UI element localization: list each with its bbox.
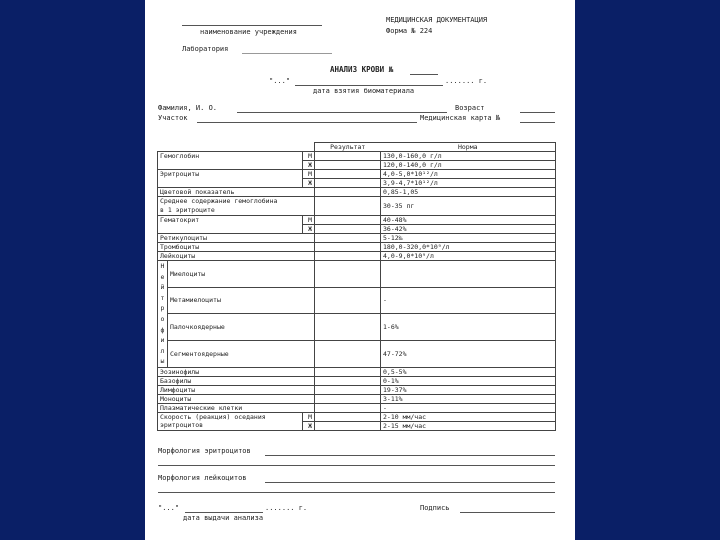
issue-date-open: "..."	[158, 504, 180, 512]
lab-line	[242, 53, 332, 54]
erythrocyte-morphology-line[interactable]	[265, 455, 555, 456]
result-cell[interactable]	[315, 234, 381, 243]
district-line[interactable]	[197, 122, 417, 123]
analysis-title: АНАЛИЗ КРОВИ №	[330, 65, 394, 74]
row-name: эритроцитов	[158, 421, 303, 430]
row-name: Плазматические клетки	[158, 403, 315, 412]
norm-value: 47-72%	[381, 341, 556, 368]
table-row	[158, 394, 556, 403]
norm-value: 1-6%	[381, 314, 556, 341]
result-cell[interactable]	[315, 367, 381, 376]
table-row	[158, 225, 556, 234]
sex-marker: Ж	[303, 179, 315, 188]
result-cell[interactable]	[315, 314, 381, 341]
issue-date-caption: дата выдачи анализа	[183, 514, 264, 522]
date-open: "..."	[269, 77, 291, 85]
table-row	[158, 367, 556, 376]
norm-value: -	[381, 403, 556, 412]
table-row	[158, 188, 556, 197]
table-row	[158, 234, 556, 243]
table-row	[158, 376, 556, 385]
medical-card-label: Медицинская карта №	[420, 114, 501, 122]
erythrocyte-morphology-label: Морфология эритроцитов	[158, 447, 251, 455]
norm-value: -	[381, 287, 556, 314]
date-year: ....... г.	[445, 77, 488, 85]
row-name: Миелоциты	[168, 261, 315, 288]
doc-title: МЕДИЦИНСКАЯ ДОКУМЕНТАЦИЯ	[386, 16, 488, 24]
result-cell[interactable]	[315, 179, 381, 188]
lab-form-page	[145, 0, 575, 540]
result-cell[interactable]	[315, 261, 381, 288]
table-row	[158, 412, 556, 421]
result-cell[interactable]	[315, 225, 381, 234]
date-caption: дата взятия биоматериала	[313, 87, 415, 95]
row-name: Цветовой показатель	[158, 188, 315, 197]
sex-marker: М	[303, 170, 315, 179]
column-norm: Норма	[381, 143, 556, 152]
norm-value: 4,0-5,0*10¹²/л	[381, 170, 556, 179]
norm-value: 4,0-9,0*10⁹/л	[381, 252, 556, 261]
table-row	[158, 243, 556, 252]
sex-marker: Ж	[303, 421, 315, 430]
date-line	[295, 85, 443, 86]
column-result: Результат	[315, 143, 381, 152]
row-name: Базофилы	[158, 376, 315, 385]
row-name: Моноциты	[158, 394, 315, 403]
norm-value: 0-1%	[381, 376, 556, 385]
result-cell[interactable]	[315, 376, 381, 385]
result-cell[interactable]	[315, 403, 381, 412]
result-cell[interactable]	[315, 394, 381, 403]
issue-date-line[interactable]	[185, 512, 263, 513]
row-name: Среднее содержание гемоглобина в 1 эритроците	[158, 197, 315, 216]
row-name: Гемоглобин	[158, 152, 303, 161]
form-number: Форма № 224	[386, 27, 433, 35]
norm-value: 40-48%	[381, 216, 556, 225]
institution-line	[182, 25, 322, 26]
table-row	[158, 197, 556, 216]
result-cell[interactable]	[315, 385, 381, 394]
norm-value: 2-15 мм/час	[381, 421, 556, 430]
table-row	[158, 252, 556, 261]
table-row	[158, 161, 556, 170]
norm-value: 5-12‰	[381, 234, 556, 243]
result-cell[interactable]	[315, 170, 381, 179]
norm-value: 3,9-4,7*10¹²/л	[381, 179, 556, 188]
result-cell[interactable]	[315, 216, 381, 225]
norm-value: 120,0-140,0 г/л	[381, 161, 556, 170]
table-row	[158, 314, 556, 341]
leukocyte-morphology-line[interactable]	[265, 482, 555, 483]
norm-value: 30-35 пг	[381, 197, 556, 216]
row-name: Палочкоядерные	[168, 314, 315, 341]
result-cell[interactable]	[315, 287, 381, 314]
norm-value: 19-37%	[381, 385, 556, 394]
row-name: Скорость (реакция) оседания	[158, 412, 303, 421]
result-cell[interactable]	[315, 421, 381, 430]
row-name: Ретикулоциты	[158, 234, 315, 243]
result-cell[interactable]	[315, 341, 381, 368]
table-row	[158, 403, 556, 412]
norm-value: 3-11%	[381, 394, 556, 403]
sex-marker: М	[303, 216, 315, 225]
norm-value: 0,85-1,05	[381, 188, 556, 197]
result-cell[interactable]	[315, 152, 381, 161]
erythrocyte-morphology-line-2[interactable]	[158, 465, 555, 466]
row-name: Лимфоциты	[158, 385, 315, 394]
row-name: Тромбоциты	[158, 243, 315, 252]
norm-value: 130,0-160,0 г/л	[381, 152, 556, 161]
sex-marker: Ж	[303, 161, 315, 170]
blood-test-table	[157, 142, 556, 431]
table-row	[158, 287, 556, 314]
row-name: Эритроциты	[158, 170, 303, 179]
table-header-row	[158, 143, 556, 152]
patient-age-line[interactable]	[520, 112, 555, 113]
sex-marker: М	[303, 412, 315, 421]
leukocyte-morphology-line-2[interactable]	[158, 492, 555, 493]
signature-line[interactable]	[460, 512, 555, 513]
table-row	[158, 341, 556, 368]
norm-value: 180,0-320,0*10⁹/л	[381, 243, 556, 252]
norm-value	[381, 261, 556, 288]
issue-date-year: ....... г.	[265, 504, 308, 512]
table-row	[158, 421, 556, 430]
result-cell[interactable]	[315, 252, 381, 261]
result-cell[interactable]	[315, 197, 381, 216]
result-cell[interactable]	[315, 412, 381, 421]
norm-value: 36-42%	[381, 225, 556, 234]
sex-marker: М	[303, 152, 315, 161]
signature-label: Подпись	[420, 504, 450, 512]
result-cell[interactable]	[315, 188, 381, 197]
row-name: Эозинофилы	[158, 367, 315, 376]
lab-label: Лаборатория	[182, 45, 229, 53]
neutrophils-vertical-label: Н е й т р о ф и л ы	[158, 261, 168, 368]
analysis-number-line	[410, 74, 438, 75]
table-row	[158, 385, 556, 394]
table-row	[158, 216, 556, 225]
district-label: Участок	[158, 114, 188, 122]
row-name: Гематокрит	[158, 216, 303, 225]
institution-label: наименование учреждения	[200, 28, 297, 36]
row-name: Сегментоядерные	[168, 341, 315, 368]
table-row	[158, 152, 556, 161]
patient-fio-line[interactable]	[237, 112, 447, 113]
row-name: Метамиелоциты	[168, 287, 315, 314]
result-cell[interactable]	[315, 243, 381, 252]
sex-marker: Ж	[303, 225, 315, 234]
norm-value: 2-10 мм/час	[381, 412, 556, 421]
table-row	[158, 179, 556, 188]
medical-card-line[interactable]	[520, 122, 555, 123]
row-name: Лейкоциты	[158, 252, 315, 261]
norm-value: 0,5-5%	[381, 367, 556, 376]
table-row	[158, 261, 556, 288]
patient-fio-label: Фамилия, И. О.	[158, 104, 218, 112]
patient-age-label: Возраст	[455, 104, 485, 112]
table-row	[158, 170, 556, 179]
result-cell[interactable]	[315, 161, 381, 170]
leukocyte-morphology-label: Морфология лейкоцитов	[158, 474, 247, 482]
